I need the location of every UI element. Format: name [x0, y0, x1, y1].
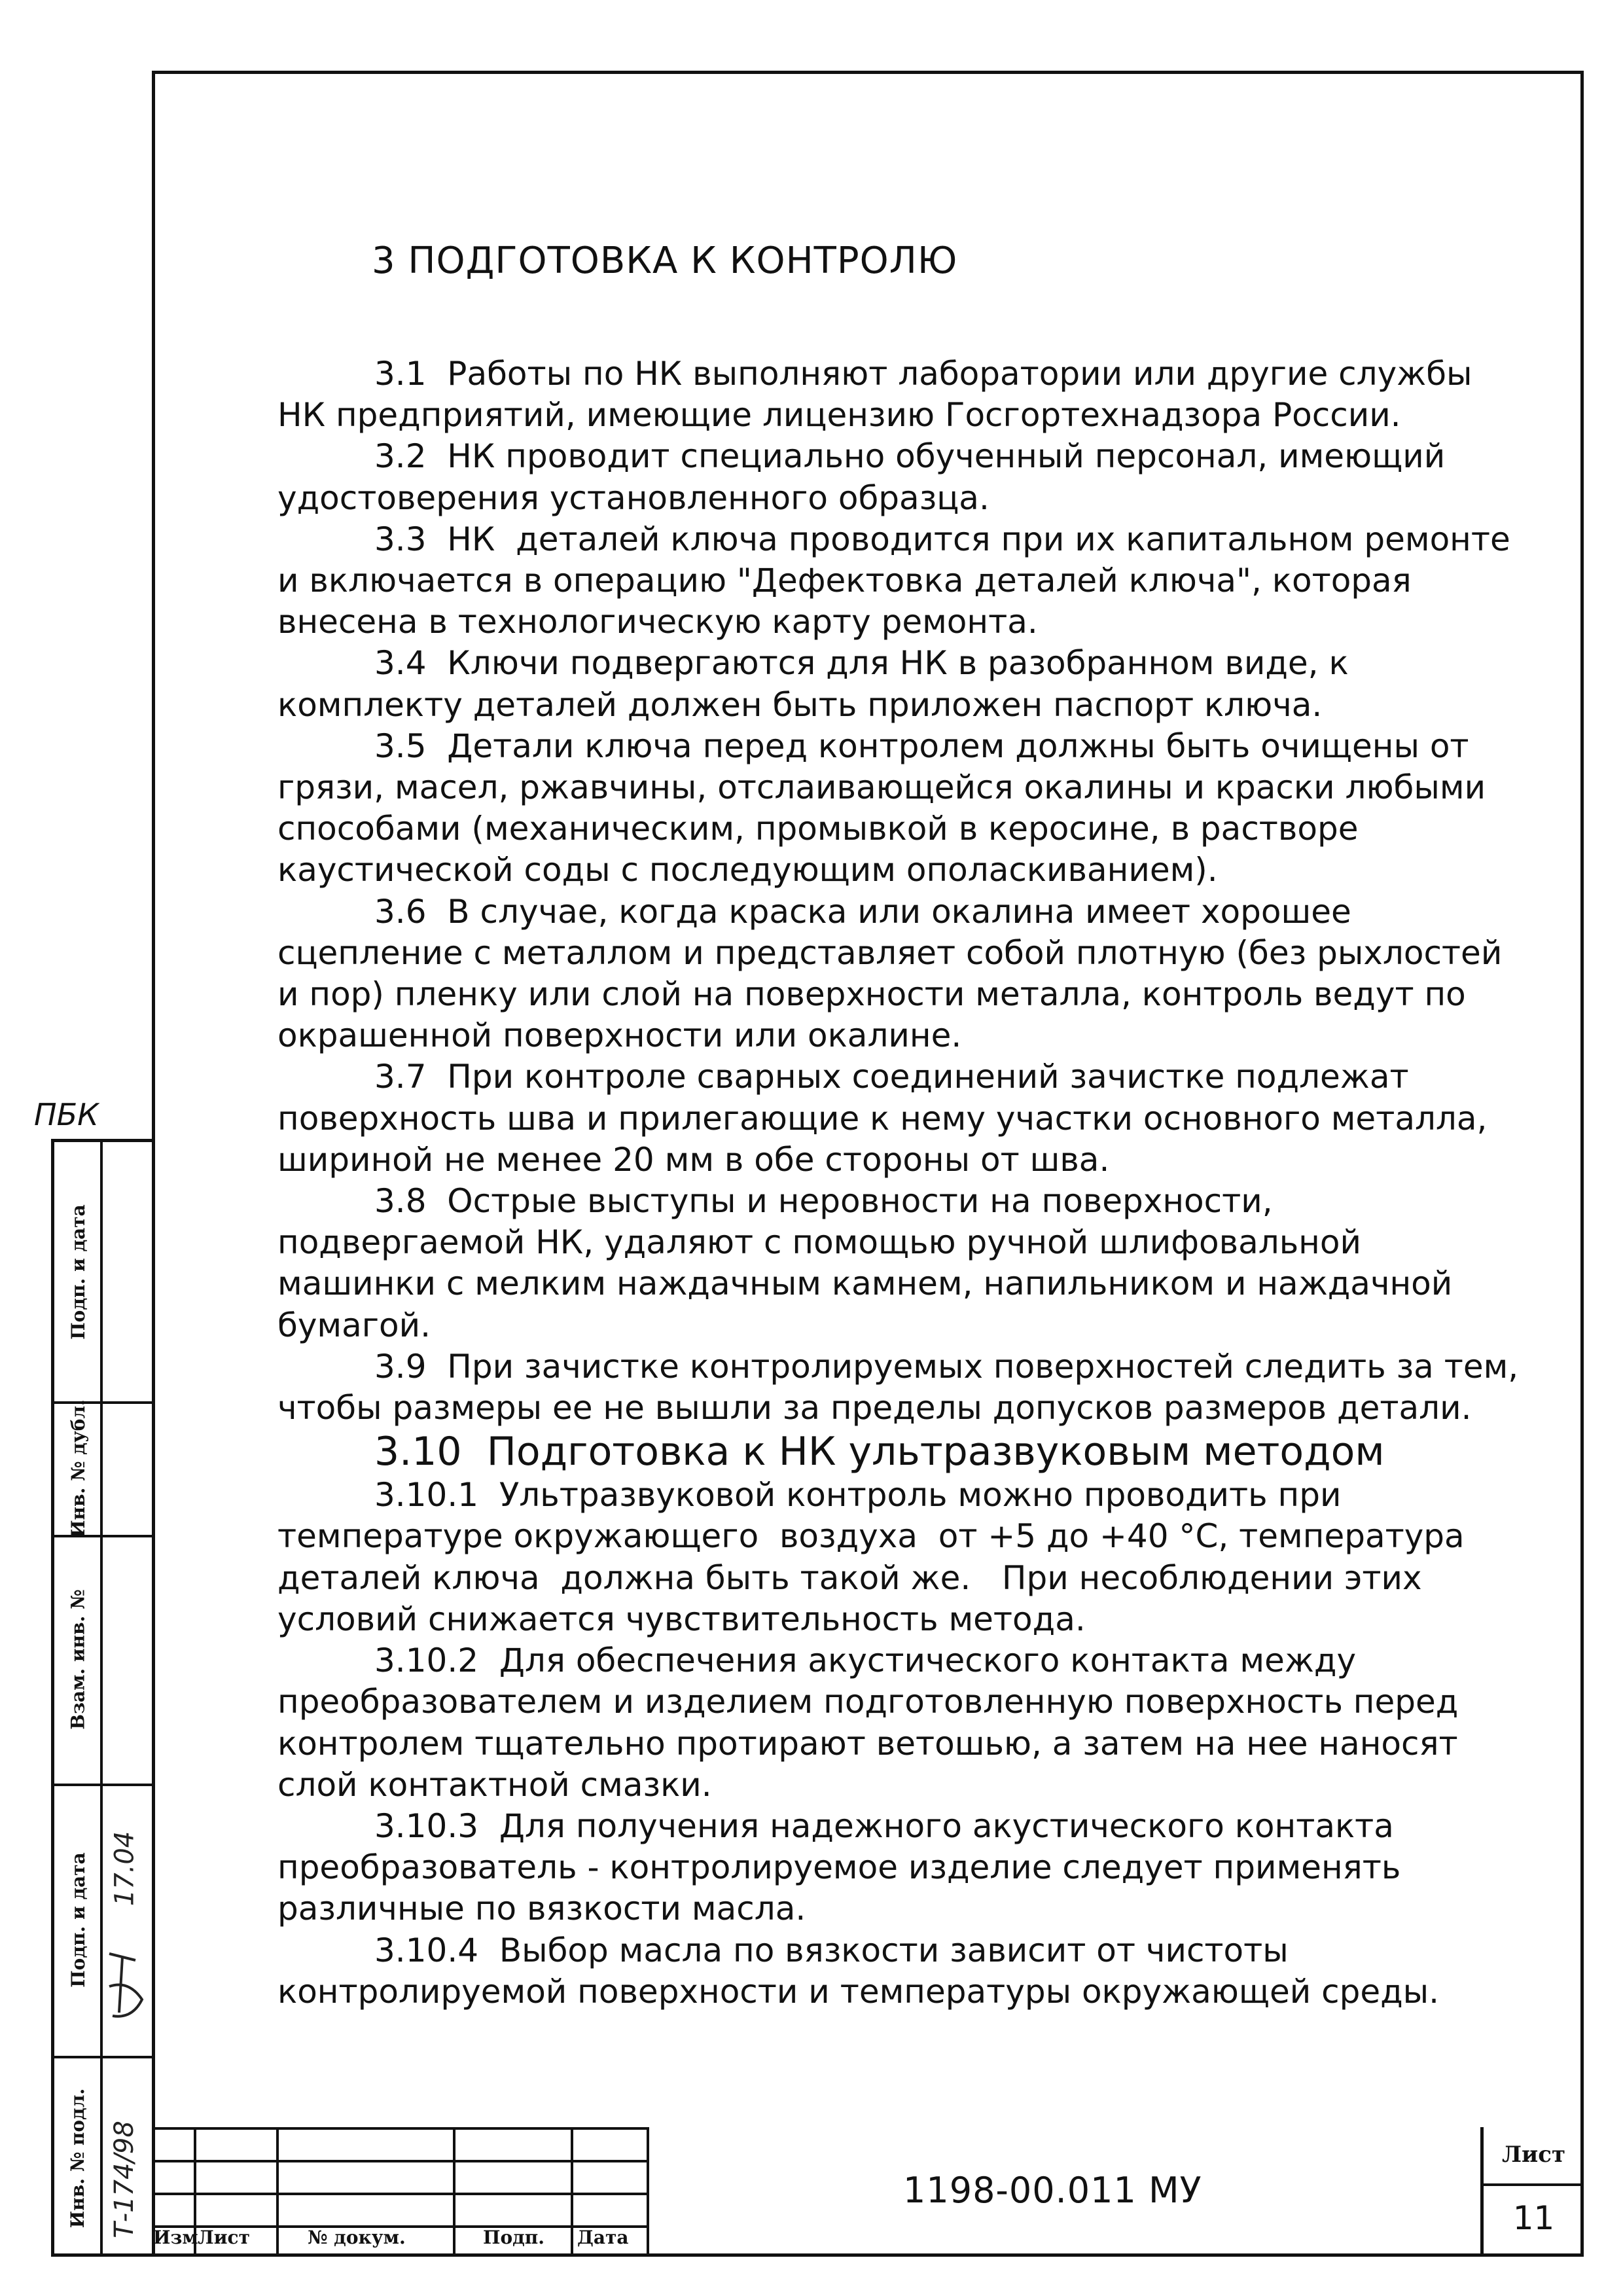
strip-divider: [100, 1142, 103, 2253]
paragraph: 3.6 В случае, когда краска или окалина имеет хорошее сцепление с металлом и представляет собой плотную (без рыхлостей и пор) пленку или слой на поверхности металла, контроль ведут по окрашенной поверхности или окалине.: [277, 892, 1513, 1055]
grid-line: [571, 2127, 573, 2257]
paragraph: 3.4 Ключи подвергаются для НК в разобранном виде, к комплекту деталей должен быть приложен паспорт ключа.: [277, 644, 1359, 724]
paragraph: 3.7 При контроле сварных соединений зачистке подлежат поверхность шва и прилегающие к нему участки основного металла, шириной не менее 20 мм в обе стороны от шва.: [277, 1058, 1498, 1179]
paragraph: 3.9 При зачистке контролируемых поверхностей следить за тем, чтобы размеры ее не вышли за пределы допусков размеров детали.: [277, 1347, 1529, 1427]
paragraph: 3.10.3 Для получения надежного акустического контакта преобразователь - контролируемое изделие следует применять различные по вязкости масла.: [277, 1806, 1412, 1928]
handwritten-inventory: Т-174/98: [109, 2121, 139, 2238]
strip-label: Взам. инв. №: [67, 1588, 89, 1730]
paragraph: 3.5 Детали ключа перед контролем должны быть очищены от грязи, масел, ржавчины, отслаивающейся окалины и краски любыми способами (механическим, промывкой в керосине, в растворе каустической соды с последующим ополаскиванием).: [277, 726, 1496, 889]
handwritten-date: 17.04: [109, 1831, 140, 1907]
grid-line: [276, 2127, 279, 2257]
col-label-date: Дата: [577, 2227, 629, 2248]
paragraph: 3.3 НК деталей ключа проводится при их капитальном ремонте и включается в операцию "Дефектовка деталей ключа", которая внесена в технологическую карту ремонта.: [277, 520, 1521, 641]
strip-label: Подп. и дата: [67, 1852, 89, 1988]
sheet-label: Лист: [1501, 2142, 1566, 2168]
side-mark: ПБК: [34, 1097, 99, 1132]
col-label-izm: Изм: [153, 2227, 198, 2248]
sheet-number: 11: [1512, 2199, 1555, 2237]
grid-line: [647, 2127, 649, 2257]
sheet-box: [1480, 2127, 1584, 2257]
strip-label: Инв. № дубл.: [67, 1399, 89, 1537]
body-text: [277, 353, 1529, 2013]
paragraph: 3.8 Острые выступы и неровности на поверхности, подвергаемой НК, удаляют с помощью ручной шлифовальной машинки с мелким наждачным камнем, напильником и наждачной бумагой.: [277, 1182, 1463, 1344]
col-label-list: Лист: [198, 2227, 250, 2248]
strip-label: Подп. и дата: [67, 1204, 89, 1340]
paragraph: 3.10.2 Для обеспечения акустического контакта между преобразователем и изделием подготовленную поверхность перед контролем тщательно протирают ветошью, а затем на нее наносят слой контактной смазки.: [277, 1641, 1469, 1804]
strip-label: Инв. № подл.: [67, 2088, 89, 2228]
col-label-doc: № докум.: [308, 2227, 406, 2248]
subsection-title: 3.10 Подготовка к НК ультразвуковым методом: [374, 1429, 1385, 1475]
paragraph: 3.2 НК проводит специально обученный персонал, имеющий удостоверения установленного образца.: [277, 437, 1456, 517]
grid-line: [152, 2127, 649, 2130]
col-label-sign: Подп.: [483, 2227, 545, 2248]
sheet-divider: [1484, 2183, 1584, 2186]
grid-line: [152, 2193, 649, 2195]
document-code: 1198-00.011 МУ: [903, 2170, 1202, 2211]
signature: [96, 1941, 152, 2032]
paragraph: 3.1 Работы по НК выполняют лаборатории или другие службы НК предприятий, имеющие лицензию Госгортехнадзора России.: [277, 355, 1483, 435]
grid-line: [152, 2160, 649, 2162]
paragraph: 3.10.1 Ультразвуковой контроль можно проводить при температуре окружающего воздуха от +5 до +40 °С, температура деталей ключа должна быть такой же. При несоблюдении этих условий снижается чувствительность метода.: [277, 1476, 1475, 1638]
section-title: 3 ПОДГОТОВКА К КОНТРОЛЮ: [372, 240, 958, 282]
side-stamp-strip: [51, 1139, 152, 2257]
grid-line: [453, 2127, 455, 2257]
paragraph: 3.10.4 Выбор масла по вязкости зависит от чистоты контролируемой поверхности и температуры окружающей среды.: [277, 1931, 1440, 2011]
